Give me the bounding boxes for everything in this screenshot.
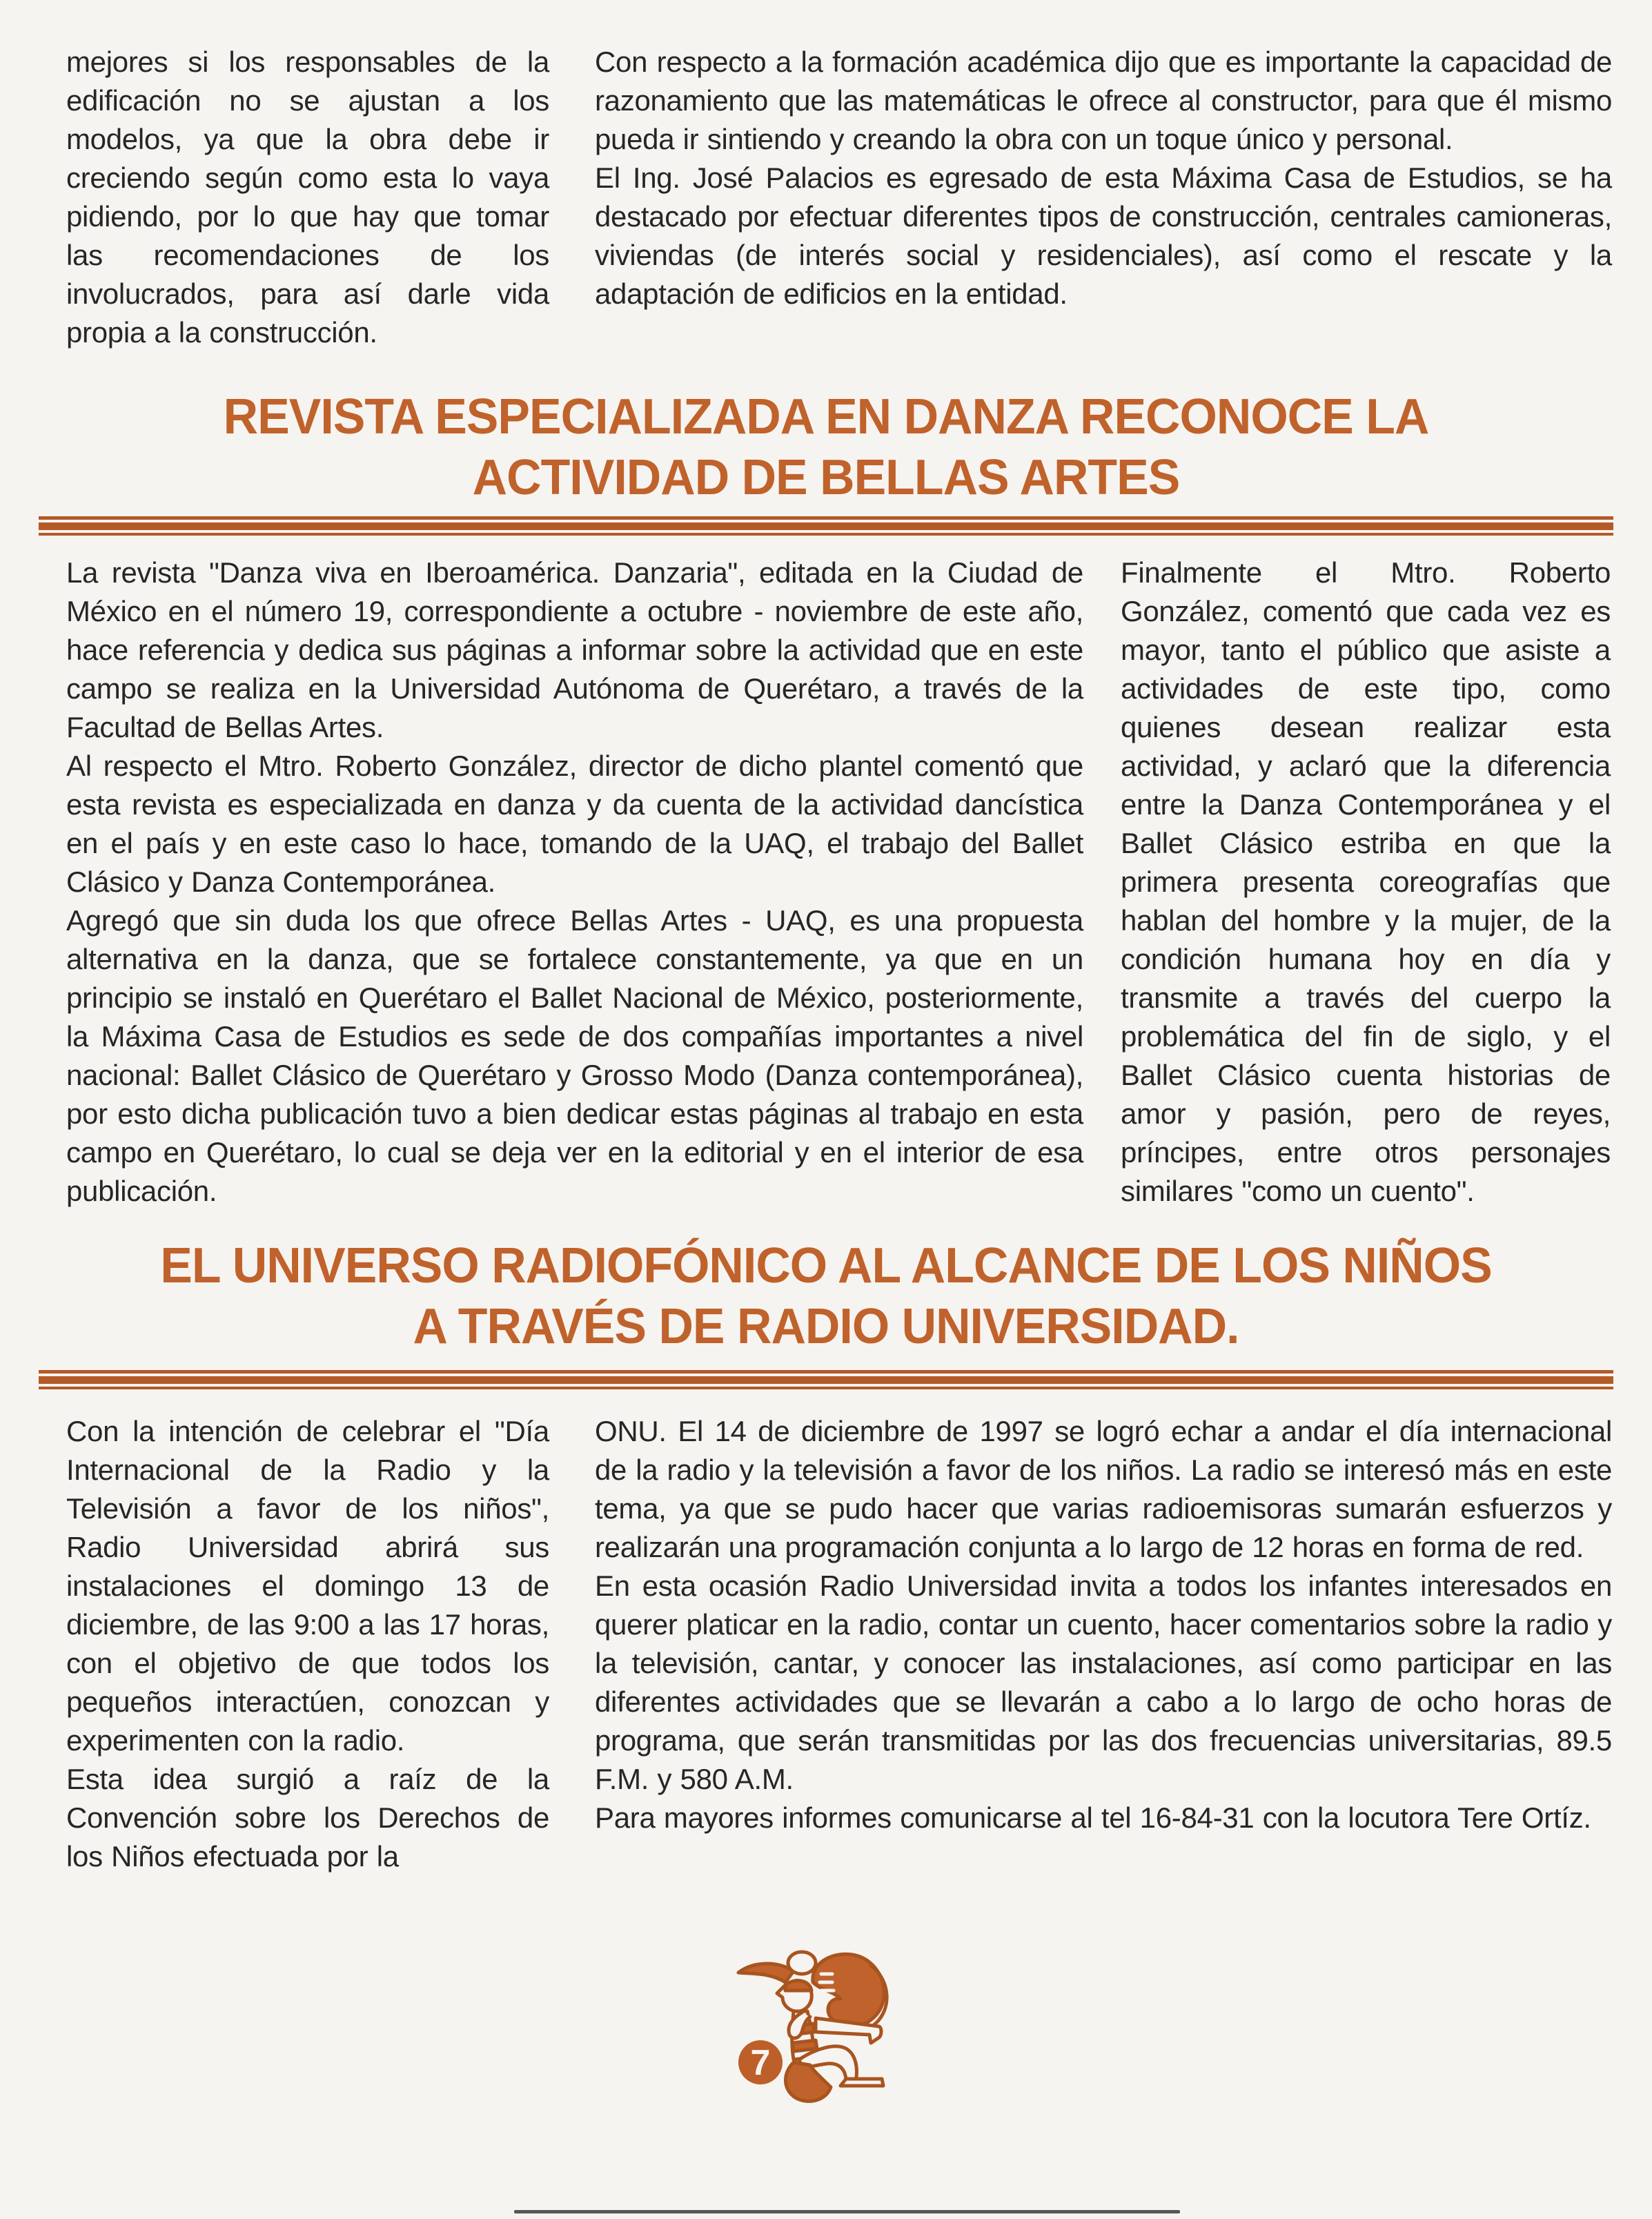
foot-icon <box>840 2079 883 2086</box>
article-danza-title <box>25 387 1627 508</box>
rule-line <box>39 1387 1613 1389</box>
radio-left-column <box>66 1412 549 1876</box>
back-bundle-icon <box>816 2018 881 2043</box>
plume-icon <box>788 1952 816 1974</box>
paragraph: Agregó que sin duda los que ofrece Bellas Artes - UAQ, es una propuesta alternativa en la danza, que se fortalece constantemente, ya que en un principio se instaló en Querétaro el Ballet Nacional de México, posteriormente, la Máxima Casa de Estudios es sede de dos compañías importantes a nivel nacional: Ballet Clásico de Querétaro y Grosso Modo (Danza contemporánea), por esto dicha publicación tuvo a bien dedicar estas páginas al trabajo en esta campo en Querétaro, lo cual se deja ver en la editorial y en el interior de esa publicación. <box>66 904 1083 1207</box>
paragraph: El Ing. José Palacios es egresado de esta Máxima Casa de Estudios, se ha destacado por efectuar diferentes tipos de construcción, centrales camioneras, viviendas (de interés social y residenciales), así como el rescate y la adaptación de edificios en la entidad. <box>595 162 1612 310</box>
title-line: EL UNIVERSO RADIOFÓNICO AL ALCANCE DE LOS NIÑOS <box>160 1238 1492 1293</box>
feather-icon <box>738 1964 794 1982</box>
danza-right-column <box>1121 554 1611 1211</box>
paragraph: Para mayores informes comunicarse al tel 16-84-31 con la locutora Tere Ortíz. <box>595 1801 1591 1834</box>
rule-line <box>39 1370 1613 1374</box>
paragraph: ONU. El 14 de diciembre de 1997 se logró echar a andar el día internacional de la radio y la televisión a favor de los niños. La radio se interesó más en este tema, ya que se pudo hacer que varias radioemisoras sumarán esfuerzos y realizarán una programación conjunta a lo largo de 12 horas en forma de red. <box>595 1415 1612 1563</box>
paragraph: Al respecto el Mtro. Roberto González, director de dicho plantel comentó que esta revista es especializada en danza y da cuenta de la actividad dancística en el país y en este caso lo hace, tomando de la UAQ, el trabajo del Ballet Clásico y Danza Contemporánea. <box>66 750 1083 898</box>
title-line: A TRAVÉS DE RADIO UNIVERSIDAD. <box>413 1299 1239 1354</box>
intro-right-column <box>595 43 1612 313</box>
rule-line <box>39 522 1613 530</box>
paragraph: La revista "Danza viva en Iberoamérica. Danzaria", editada en la Ciudad de México en el número 19, correspondiente a octubre - noviembre de este año, hace referencia y dedica sus páginas a informar sobre la actividad que en este campo se realiza en la Universidad Autónoma de Querétaro, a través de la Facultad de Bellas Artes. <box>66 556 1083 743</box>
radio-right-column <box>595 1412 1612 1837</box>
title-line: ACTIVIDAD DE BELLAS ARTES <box>472 450 1180 505</box>
paragraph: Finalmente el Mtro. Roberto González, comentó que cada vez es mayor, tanto el público que asiste a actividades de este tipo, como quienes desean realizar esta actividad, y aclaró que la diferencia entre la Danza Contemporánea y el Ballet Clásico estriba en que la primera presenta coreografías que hablan del hombre y la mujer, de la condición humana hoy en día y transmite a través del cuerpo la problemática del fin de siglo, y el Ballet Clásico cuenta historias de amor y pasión, pero de reyes, príncipes, entre otros personajes similares "como un cuento". <box>1121 556 1611 1207</box>
loincloth-icon <box>785 2062 831 2101</box>
title-rule <box>39 516 1613 536</box>
aztec-dancer-logo <box>725 1944 918 2112</box>
article-radio-title <box>25 1235 1627 1357</box>
paragraph: En esta ocasión Radio Universidad invita a todos los infantes interesados en querer platicar en la radio, contar un cuento, hacer comentarios sobre la radio y la televisión, cantar, y conocer las instalaciones, así como participar en las diferentes actividades que se llevarán a cabo a lo largo de ocho horas de programa, que serán transmitidas por las dos frecuencias universitarias, 89.5 F.M. y 580 A.M. <box>595 1570 1612 1795</box>
paragraph: mejores si los responsables de la edificación no se ajustan a los modelos, ya que la obra debe ir creciendo según como esta lo vaya pidiendo, por lo que hay que tomar las recomendaciones de los involucrados, para así darle vida propia a la construcción. <box>66 46 549 349</box>
danza-left-column <box>66 554 1083 1211</box>
paragraph: Esta idea surgió a raíz de la Convención sobre los Derechos de los Niños efectuada por la <box>66 1763 549 1873</box>
paragraph: Con respecto a la formación académica dijo que es importante la capacidad de razonamiento que las matemáticas le ofrece al constructor, para que él mismo pueda ir sintiendo y creando la obra con un toque único y personal. <box>595 46 1612 155</box>
title-line: REVISTA ESPECIALIZADA EN DANZA RECONOCE LA <box>223 389 1429 444</box>
scan-artifact-line <box>514 2210 1180 2213</box>
rule-line <box>39 516 1613 520</box>
rule-line <box>39 1376 1613 1384</box>
rule-line <box>39 533 1613 536</box>
title-rule <box>39 1370 1613 1389</box>
paragraph: Con la intención de celebrar el "Día Internacional de la Radio y la Televisión a favor de los niños", Radio Universidad abrirá sus instalaciones el domingo 13 de diciembre, de las 9:00 a las 17 horas, con el objetivo de que todos los pequeños interactúen, conozcan y experimenten con la radio. <box>66 1415 549 1757</box>
intro-left-column <box>66 43 549 352</box>
page-number: 7 <box>750 2043 771 2083</box>
